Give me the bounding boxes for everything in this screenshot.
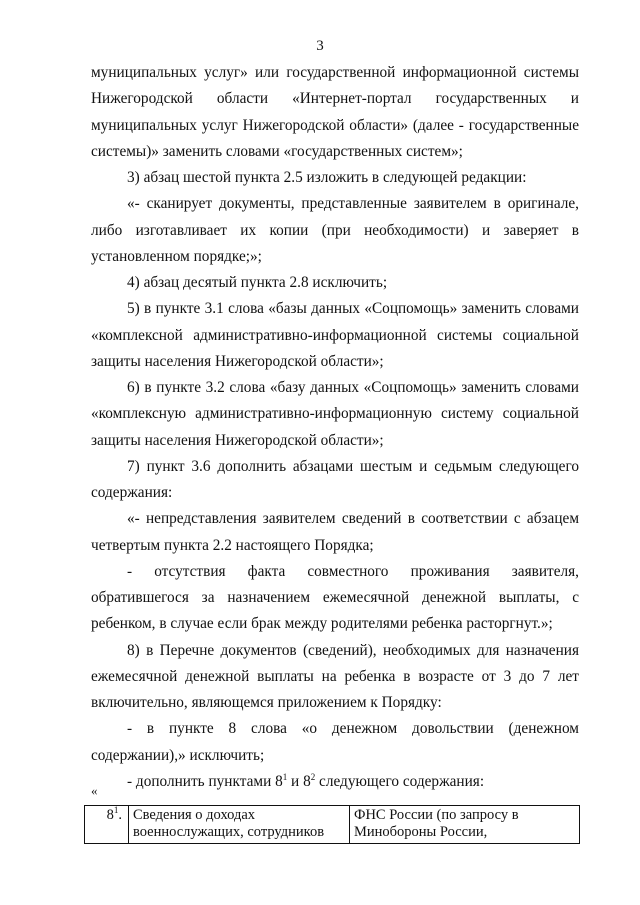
paragraph-11: - в пункте 8 слова «о денежном довольствии (денежном содержании),» исключить; bbox=[91, 720, 579, 764]
row-number-superscript: 1 bbox=[113, 805, 119, 816]
paragraph-5: 5) в пункте 3.1 слова «базы данных «Соцпомощь» заменить словами «комплексной административно-информационной системы социальной защиты населения Нижегородской области»; bbox=[91, 300, 579, 370]
row-number-suffix: . bbox=[118, 807, 122, 823]
paragraph-12-text-c: следующего содержания: bbox=[315, 772, 485, 790]
paragraph-9: - отсутствия факта совместного проживания заявителя, обратившегося за назначением ежемесячной денежной выплаты, с ребенком, в случае если брак между родителями ребенка расторгнут.»; bbox=[91, 562, 579, 633]
documents-table bbox=[84, 805, 580, 844]
paragraph-7: 7) пункт 3.6 дополнить абзацами шестым и седьмым следующего содержания: bbox=[91, 457, 579, 501]
paragraph-12-text-b: и 8 bbox=[287, 772, 311, 790]
superscript-2: 2 bbox=[310, 771, 316, 782]
paragraph-6: 6) в пункте 3.2 слова «базу данных «Соцпомощь» заменить словами «комплексную административно-информационную систему социальной защиты населения Нижегородской области»; bbox=[91, 379, 579, 449]
superscript-1: 1 bbox=[282, 771, 288, 782]
source-line-1: ФНС России (по запросу в bbox=[354, 807, 519, 823]
document-body bbox=[91, 60, 579, 795]
document-name-line-1: Сведения о доходах bbox=[133, 807, 256, 823]
page-number: 3 bbox=[316, 38, 324, 54]
row-number: 8 bbox=[106, 807, 114, 823]
table-cell-document bbox=[129, 806, 350, 844]
paragraph-10: 8) в Перечне документов (сведений), необходимых для назначения ежемесячной денежной выплаты на ребенка в возрасте от 3 до 7 лет включительно, являющемся приложением к Порядку: bbox=[91, 641, 579, 711]
table-cell-source bbox=[350, 806, 580, 844]
paragraph-3: «- сканирует документы, представленные заявителем в оригинале, либо изготавливает их копии (при необходимости) и заверяет в установленном порядке;»; bbox=[91, 195, 579, 265]
paragraph-1: муниципальных услуг» или государственной информационной системы Нижегородской области «Интернет-портал государственных и муниципальных услуг Нижегородской области» (далее - государственные системы)» заменить словами «государственных систем»; bbox=[91, 64, 579, 160]
document-name-line-2: военнослужащих, сотрудников bbox=[133, 824, 325, 840]
table-row bbox=[85, 806, 580, 844]
source-line-2: Минобороны России, bbox=[354, 824, 488, 840]
paragraph-8: «- непредставления заявителем сведений в соответствии с абзацем четвертым пункта 2.2 настоящего Порядка; bbox=[91, 510, 579, 554]
table-cell-number bbox=[85, 806, 129, 844]
paragraph-2: 3) абзац шестой пункта 2.5 изложить в следующей редакции: bbox=[127, 169, 527, 186]
paragraph-12 bbox=[91, 769, 579, 795]
opening-quote-mark: « bbox=[91, 783, 98, 798]
paragraph-12-text-a: - дополнить пунктами 8 bbox=[127, 772, 283, 790]
paragraph-4: 4) абзац десятый пункта 2.8 исключить; bbox=[127, 274, 388, 291]
